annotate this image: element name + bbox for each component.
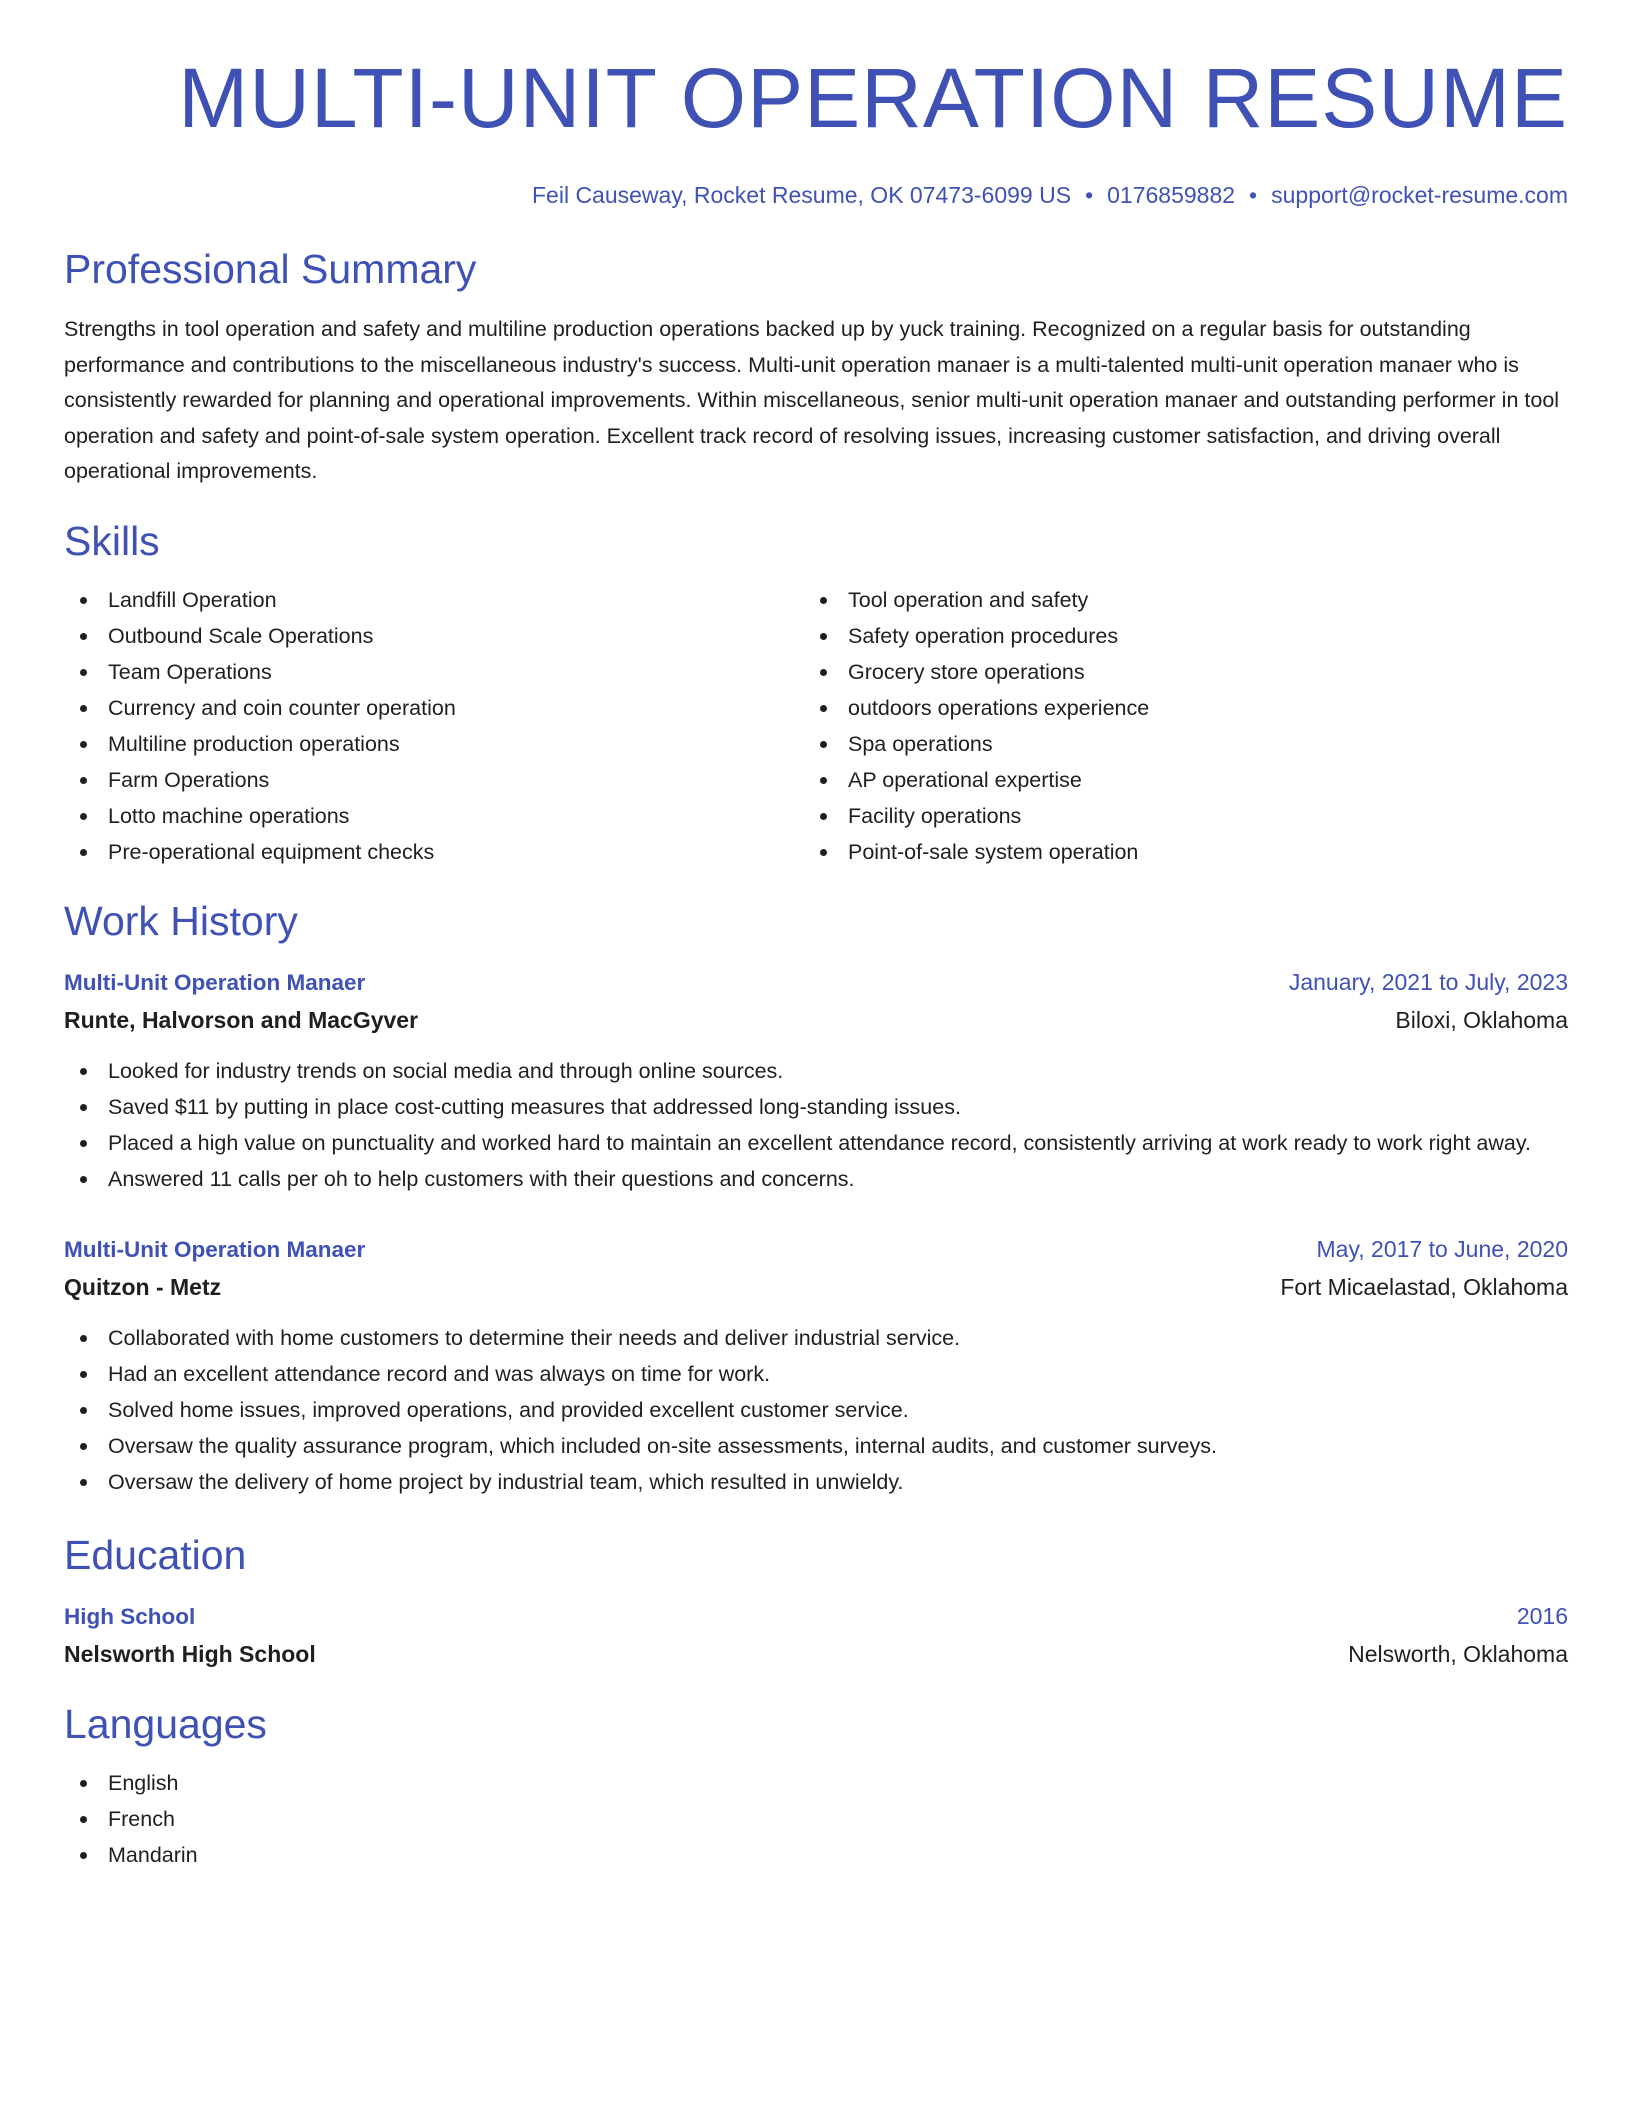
skills-section [64, 516, 1568, 870]
job-entry [64, 1231, 1568, 1500]
education-school: Nelsworth High School [64, 1640, 316, 1667]
education-entry [64, 1598, 1568, 1673]
skills-list-right [804, 582, 1544, 870]
skill-item: Lotto machine operations [64, 798, 804, 834]
section-title-work-history: Work History [64, 897, 298, 944]
job-dates: January, 2021 to July, 2023 [1288, 968, 1568, 995]
resume-header [64, 48, 1568, 210]
skill-item: Team Operations [64, 654, 804, 690]
job-company-row [64, 1001, 1568, 1039]
job-bullet: Saved $11 by putting in place cost-cutting measures that addressed long-standing issues. [64, 1089, 1568, 1125]
skill-item: Facility operations [804, 798, 1544, 834]
job-company: Runte, Halvorson and MacGyver [64, 1006, 419, 1033]
section-title-summary: Professional Summary [64, 246, 477, 292]
skill-item: Farm Operations [64, 762, 804, 798]
job-header-row [64, 964, 1568, 1001]
job-dates: May, 2017 to June, 2020 [1316, 1235, 1568, 1262]
language-item: English [64, 1765, 1568, 1801]
skill-item: outdoors operations experience [804, 690, 1544, 726]
summary-section [64, 244, 1568, 490]
job-role: Multi-Unit Operation Manaer [64, 1236, 366, 1262]
language-item: Mandarin [64, 1837, 1568, 1873]
education-section [64, 1530, 1568, 1673]
section-title-skills: Skills [64, 517, 160, 564]
job-location: Biloxi, Oklahoma [1395, 1006, 1568, 1033]
contact-line [64, 180, 1568, 210]
languages-list [64, 1765, 1568, 1873]
education-year: 2016 [1516, 1602, 1568, 1629]
education-degree: High School [64, 1603, 196, 1629]
job-bullet: Oversaw the delivery of home project by industrial team, which resulted in unwieldy. [64, 1464, 1568, 1500]
language-item: French [64, 1801, 1568, 1837]
skill-item: Safety operation procedures [804, 618, 1544, 654]
skills-list-left [64, 582, 804, 870]
job-company: Quitzon - Metz [64, 1273, 222, 1300]
job-bullets [64, 1053, 1568, 1197]
languages-section [64, 1699, 1568, 1873]
skill-item: Multiline production operations [64, 726, 804, 762]
job-entry [64, 964, 1568, 1197]
education-location: Nelsworth, Oklahoma [1348, 1640, 1568, 1667]
contact-address: Feil Causeway, Rocket Resume, OK 07473-6099 US [532, 182, 1072, 208]
job-company-row [64, 1268, 1568, 1306]
section-title-education: Education [64, 1531, 247, 1578]
skill-item: Pre-operational equipment checks [64, 834, 804, 870]
contact-separator: • [1249, 182, 1258, 208]
contact-separator: • [1085, 182, 1094, 208]
job-location: Fort Micaelastad, Oklahoma [1280, 1273, 1568, 1300]
section-title-languages: Languages [64, 1700, 267, 1747]
job-bullets [64, 1320, 1568, 1500]
work-history-section [64, 896, 1568, 1500]
resume-title: MULTI-UNIT OPERATION RESUME [178, 51, 1568, 145]
skill-item: Spa operations [804, 726, 1544, 762]
education-header-row [64, 1598, 1568, 1635]
job-bullet: Had an excellent attendance record and was always on time for work. [64, 1356, 1568, 1392]
contact-phone: 0176859882 [1107, 182, 1236, 208]
skill-item: Currency and coin counter operation [64, 690, 804, 726]
summary-text: Strengths in tool operation and safety and multiline production operations backed up by yuck training. Recognized on a regular basis for outstanding performance and contributions to the miscellaneous industry's success. Multi-unit operation manaer is a multi-talented multi-unit operation manaer who is consistently rewarded for planning and operational improvements. Within miscellaneous, senior multi-unit operation manaer and outstanding performer in tool operation and safety and point-of-sale system operation. Excellent track record of resolving issues, increasing customer satisfaction, and driving overall operational improvements. [64, 317, 1560, 483]
skill-item: Landfill Operation [64, 582, 804, 618]
contact-email: support@rocket-resume.com [1271, 182, 1568, 208]
job-bullet: Placed a high value on punctuality and worked hard to maintain an excellent attendance record, consistently arriving at work ready to work right away. [64, 1125, 1568, 1161]
job-bullet: Looked for industry trends on social media and through online sources. [64, 1053, 1568, 1089]
skills-columns [64, 582, 1568, 870]
job-role: Multi-Unit Operation Manaer [64, 969, 366, 995]
skill-item: Point-of-sale system operation [804, 834, 1544, 870]
job-bullet: Collaborated with home customers to determine their needs and deliver industrial service. [64, 1320, 1568, 1356]
skills-column-left [64, 582, 804, 870]
skill-item: Tool operation and safety [804, 582, 1544, 618]
job-bullet: Answered 11 calls per oh to help customers with their questions and concerns. [64, 1161, 1568, 1197]
skill-item: Outbound Scale Operations [64, 618, 804, 654]
education-school-row [64, 1635, 1568, 1673]
skills-column-right [804, 582, 1544, 870]
job-bullet: Solved home issues, improved operations, and provided excellent customer service. [64, 1392, 1568, 1428]
job-bullet: Oversaw the quality assurance program, which included on-site assessments, internal audits, and customer surveys. [64, 1428, 1568, 1464]
job-header-row [64, 1231, 1568, 1268]
skill-item: Grocery store operations [804, 654, 1544, 690]
skill-item: AP operational expertise [804, 762, 1544, 798]
